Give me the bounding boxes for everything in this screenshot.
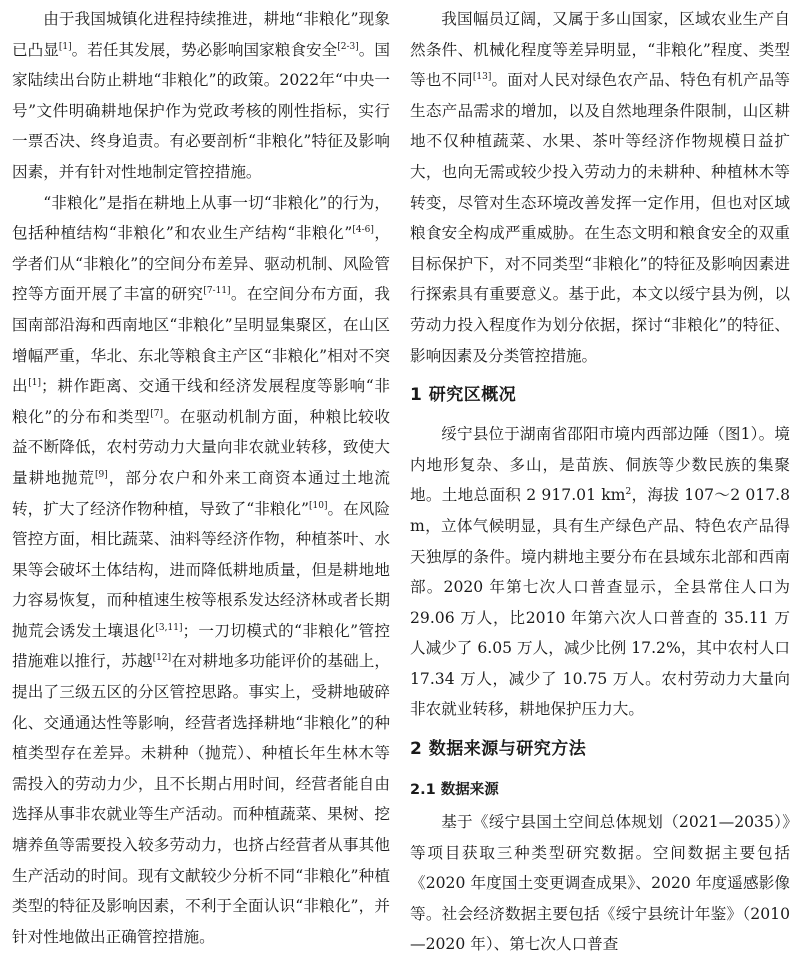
subsection-heading-data-sources: 2.1 数据来源 <box>410 782 499 799</box>
text-run: 在对耕地多功能评价的基础上，提出了三级五区的分区管控思路。事实上，受耕地破碎化、交通通达性等影响，经营者选择耕地“非粮化”的种植类型存在差异。未耕种（抛荒）、种植长年生林木等需投入的劳动力少，且不长期占用时间，经营者能自由选择从事非农就业等生产活动。而种植蔬菜、果树、挖塘养鱼等需要投入较多劳动力，也挤占经营者从事其他生产活动的时间。现有文献较少分析不同“非粮化”种植类型的特征及影响因素，不利于全面认识“非粮化”，并针对性地做出正确管控措施。 <box>12 652 390 946</box>
text-run: 。若任其发展，势必影响国家粮食安全 <box>71 40 338 59</box>
text-run: 我国幅员辽阔，又属于多山国家，区域农业生产自然条件、机械化程度等差异明显，“非粮化”程度、类型等也不同 <box>410 10 790 90</box>
text-run: ；一刀切模式的“非粮化”管控措施难以推行，苏越 <box>12 621 390 671</box>
citation: [4-6] <box>352 225 374 236</box>
citation: [12] <box>152 653 172 664</box>
citation: [1] <box>58 41 72 52</box>
text-run: ，海拔 107～2 017.8 m，立体气候明显，具有生产绿色产品、特色农产品得天独厚的条件。境内耕地主要分布在县域东北部和西南部。2020 年第七次人口普查显示，全县常住人口为29.06 万人，比2010 年第六次人口普查的 35.11 万人减少了 6.05 万人，减少比例 17.2%，其中农村人口 17.34 万人，减少了 10.75 万人。农村劳动力大量向非农就业转移，耕地保护压力大。 <box>410 486 790 719</box>
citation: [13] <box>472 72 492 83</box>
paragraph-intro <box>12 4 390 188</box>
text-run: 。国家陆续出台防止耕地“非粮化”的政策。2022年“中央一号”文件明确耕地保护作为党政考核的刚性指标，实行一票否决、终身追责。有必要剖析“非粮化”特征及影响因素，并有针对性地制定管控措施。 <box>12 40 390 181</box>
citation: [3,11] <box>155 622 183 633</box>
text-run: 由于我国城镇化进程持续推进，耕地“非粮化”现象已凸显 <box>12 10 390 59</box>
paragraph-background <box>410 4 790 371</box>
text-run: 。在风险管控方面，相比蔬菜、油料等经济作物，种植茶叶、水果等会破坏土体结构，进而降低耕地质量，但是耕地地力容易恢复，而种植速生桉等根系发达经济林或者长期抛荒会诱发土壤退化 <box>12 499 390 640</box>
citation: [7-11] <box>203 286 231 297</box>
text-run: 绥宁县位于湖南省邵阳市境内西部边陲（图1）。境内地形复杂、多山，是苗族、侗族等少数民族的集聚地。土地总面积 2 917.01 km <box>410 425 790 505</box>
text-run: ，部分农户和外来工商资本通过土地流转，扩大了经济作物种植，导致了“非粮化” <box>12 468 390 518</box>
citation: [10] <box>309 500 328 511</box>
text-run: 。在驱动机制方面，种粮比较收益不断降低，农村劳动力大量向非农就业转移，致使大量耕地抛荒 <box>12 407 390 487</box>
paragraph-study-area <box>410 419 790 725</box>
citation: [2-3] <box>337 41 359 52</box>
paragraph-literature-review <box>12 188 390 953</box>
text-run: 。在空间分布方面，我国南部沿海和西南地区“非粮化”呈明显集聚区，在山区增幅严重，华北、东北等粮食主产区“非粮化”相对不突出 <box>12 285 390 396</box>
citation: [9] <box>95 469 108 480</box>
superscript: 2 <box>625 487 632 498</box>
citation: [7] <box>150 408 164 419</box>
text-run: ，学者们从“非粮化”的空间分布差异、驱动机制、风险管控等方面开展了丰富的研究 <box>12 224 390 304</box>
text-run: “非粮化”是指在耕地上从事一切“非粮化”的行为，包括种植结构“非粮化”和农业生产结构“非粮化” <box>12 193 390 243</box>
citation: [1] <box>28 378 41 389</box>
left-column <box>12 4 390 952</box>
section-heading-data-methods: 2 数据来源与研究方法 <box>410 739 587 760</box>
text-run: ；耕作距离、交通干线和经济发展程度等影响“非粮化”的分布和类型 <box>12 377 390 426</box>
section-heading-study-area: 1 研究区概况 <box>410 385 517 406</box>
right-column <box>410 4 790 960</box>
paragraph-data-sources: 基于《绥宁县国土空间总体规划（2021—2035）》等项目获取三种类型研究数据。空间数据主要包括《2020 年度国土变更调查成果》、2020 年度遥感影像等。社会经济数据主要包括《绥宁县统计年鉴》（2010—2020 年）、第七次人口普查 <box>410 813 790 954</box>
text-run: 。面对人民对绿色农产品、特色有机产品等生态产品需求的增加，以及自然地理条件限制，山区耕地不仅种植蔬菜、水果、茶叶等经济作物规模日益扩大，也向无需或较少投入劳动力的未耕种、种植林木等转变，尽管对生态环境改善发挥一定作用，但也对区域粮食安全构成严重威胁。在生态文明和粮食安全的双重目标保护下，对不同类型“非粮化”的特征及影响因素进行探索具有重要意义。基于此，本文以绥宁县为例，以劳动力投入程度作为划分依据，探讨“非粮化”的特征、影响因素及分类管控措施。 <box>410 71 790 365</box>
